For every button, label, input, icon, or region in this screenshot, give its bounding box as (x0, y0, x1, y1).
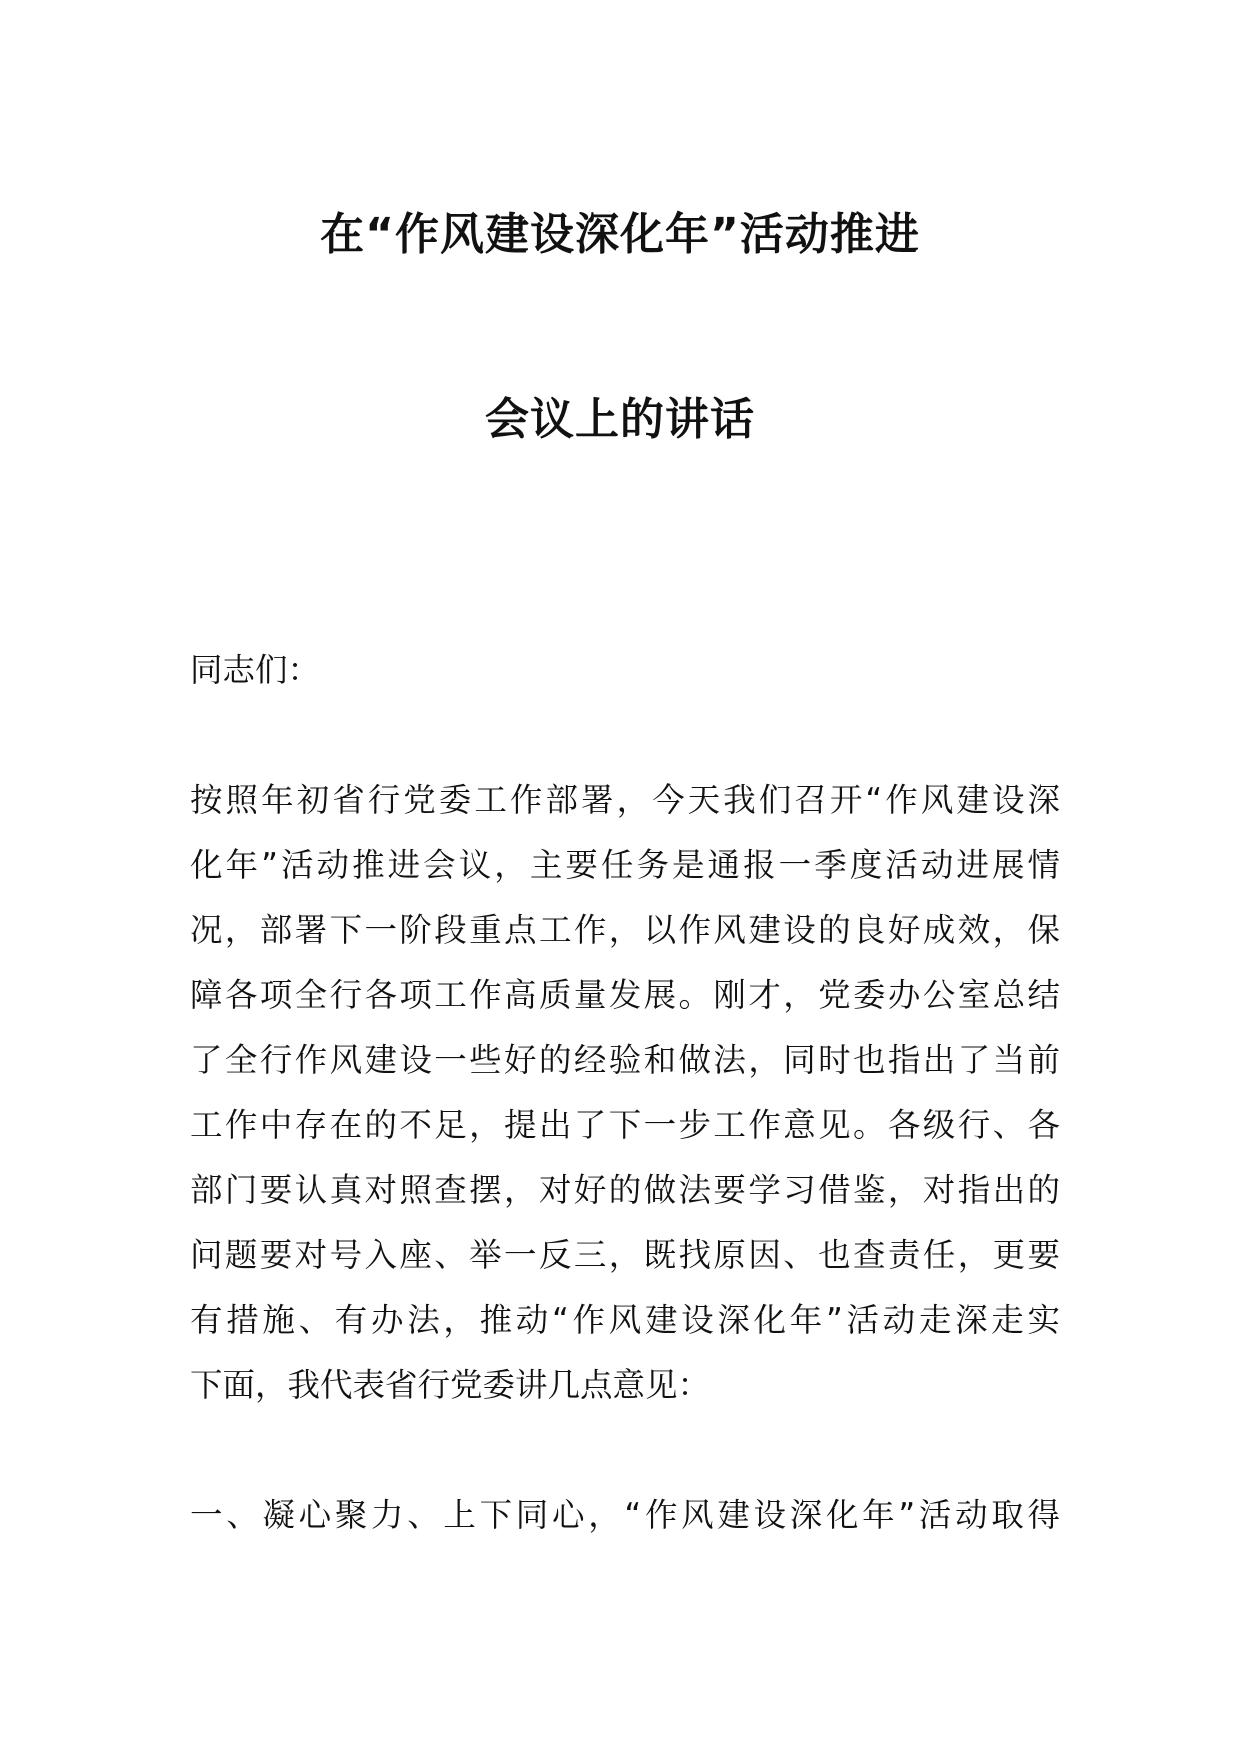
paragraph-line: 有措施、有办法，推动“作风建设深化年”活动走深走实 (190, 1301, 1060, 1339)
paragraph-line: 障各项全行各项工作高质量发展。刚才，党委办公室总结 (190, 976, 1060, 1014)
paragraph-line: 化年”活动推进会议，主要任务是通报一季度活动进展情 (190, 846, 1060, 884)
paragraph-line: 下面，我代表省行党委讲几点意见： (190, 1366, 711, 1404)
salutation: 同志们： (190, 651, 321, 689)
document-title-line-2: 会议上的讲话 (485, 394, 755, 445)
document-title-line-1: 在“作风建设深化年”活动推进 (320, 209, 920, 260)
paragraph-line: 部门要认真对照查摆，对好的做法要学习借鉴，对指出的 (190, 1171, 1060, 1209)
section-heading-1 (190, 1483, 1060, 1548)
body-paragraph-1 (190, 768, 1060, 1418)
paragraph-line: 况，部署下一阶段重点工作，以作风建设的良好成效，保 (190, 911, 1060, 949)
paragraph-line: 按照年初省行党委工作部署，今天我们召开“作风建设深 (190, 781, 1060, 819)
paragraph-line: 问题要对号入座、举一反三，既找原因、也查责任，更要 (190, 1236, 1060, 1274)
paragraph-line: 了全行作风建设一些好的经验和做法，同时也指出了当前 (190, 1041, 1060, 1079)
paragraph-line: 工作中存在的不足，提出了下一步工作意见。各级行、各 (190, 1106, 1060, 1144)
paragraph-line: 一、凝心聚力、上下同心，“作风建设深化年”活动取得 (190, 1496, 1060, 1534)
